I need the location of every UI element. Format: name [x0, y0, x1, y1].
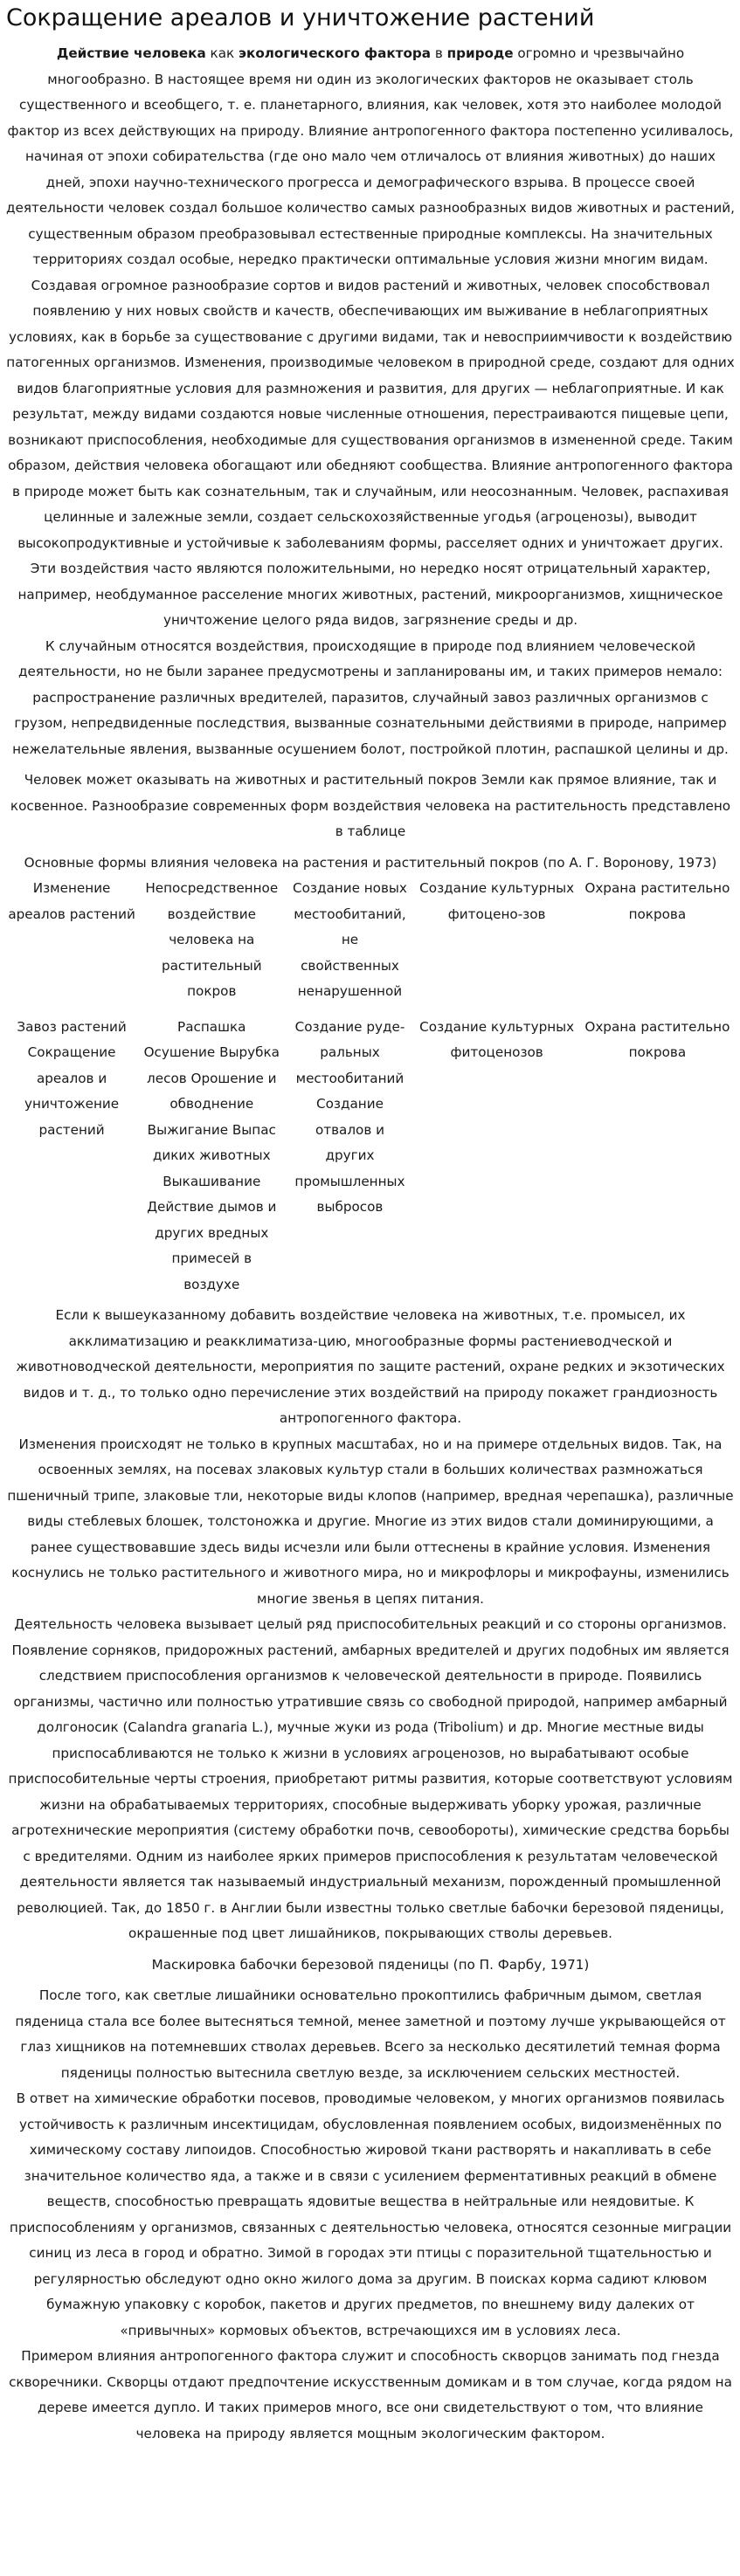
influence-forms-table [6, 876, 735, 1298]
cell-line: воздействие [167, 906, 256, 922]
cell-lines [8, 1015, 135, 1144]
intro-paragraph [6, 41, 735, 634]
table-cell [414, 876, 580, 1005]
cell-line: Создание [315, 1096, 384, 1112]
cell-line: Изменение [32, 880, 111, 896]
cell-line: Создание руде- [294, 1018, 405, 1035]
table-cell [580, 876, 735, 1005]
table-cell [414, 1005, 580, 1298]
cell-line: других [325, 1147, 375, 1163]
table-caption: Основные формы влияния человека на растения и растительный покров (по А. Г. Воронову, 1973) [24, 854, 717, 871]
cell-line: человека на [169, 932, 255, 947]
cell-line: фитоценозов [450, 1044, 543, 1060]
cell-line: Охрана растительно [584, 880, 730, 896]
table-cell [6, 1005, 137, 1298]
term-ecological-factor: экологического фактора [239, 45, 432, 61]
cell-lines [139, 876, 284, 1005]
cell-line: других вредных [155, 1224, 269, 1241]
starlings-paragraph: Примером влияния антропогенного фактора служит и способность скворцов занимать под гнезда скворечники. Скворцы отдают предпочтение искусственным домикам и в том случае, когда рядом на дереве имеется дупло. И таких примеров много, все они свидетельствуют о том, что влияние человека на природу является мощным экологическим фактором. [9, 2348, 732, 2442]
intro-connector-1: как [205, 45, 239, 61]
cell-line: Выкашивание [163, 1173, 261, 1189]
influence-paragraph: Человек может оказывать на животных и растительный покров Земли как прямое влияние, так и косвенное. Разнообразие современных форм воздействия человека на растительность представлено в таблице [10, 772, 731, 839]
cell-line: Выжигание Выпас [147, 1121, 276, 1138]
table-cell [286, 1005, 413, 1298]
cell-line: Создание культурных [419, 880, 575, 896]
cell-line: Создание новых [293, 880, 407, 896]
cell-line: местообитаний, [294, 906, 406, 922]
cell-line: Действие дымов и [147, 1199, 277, 1215]
cell-lines [582, 876, 733, 927]
cell-line: обводнение [169, 1096, 254, 1112]
cell-line: покров [187, 983, 237, 999]
table-header-row [6, 876, 735, 1005]
cell-line: покрова [628, 1044, 687, 1060]
cell-line: ареалов и [36, 1070, 107, 1086]
cell-line: Создание культурных [419, 1018, 575, 1035]
cell-line: ареалов растений [8, 906, 135, 922]
cell-line: диких животных [152, 1147, 271, 1163]
chemicals-paragraph: В ответ на химические обработки посевов, проводимые человеком, у многих организмов появилась устойчивость к различным инсектицидам, обусловленная появлением особых, видоизменённых по химическому составу липоидов. Способностью жировой ткани растворять и накапливать в себе значительное количество яда, а также и в связи с усилением ферментативных реакций в обмене веществ, способностью превращать ядовитые вещества в нейтральные или неядовитые. К приспособлениям у организмов, связанных с деятельностью человека, относятся сезонные миграции синиц из леса в город и обратно. Зимой в городах эти птицы с поразительной тщательностью и регулярностью обследуют одно окно жилого дома за другим. В поисках корма садиют клювом бумажную упаковку с коробок, пакетов и других предметов, по внешнему виду далеких от «привычных» кормовых объектов, встречающихся им в условиях леса. [9, 2090, 732, 2338]
cell-line: ненарушенной [297, 983, 403, 999]
soot-paragraph: После того, как светлые лишайники основательно прокоптились фабричным дымом, светлая пяденица стала все более вытесняться темной, менее заметной и поэтому лучше укрывающейся от глаз хищников на потемневших стволах деревьев. Всего за несколько десятилетий темная форма пяденицы полностью вытеснила светлую везде, за исключением сельских местностей. [15, 1987, 726, 2081]
table-cell [6, 876, 137, 1005]
cell-lines [416, 1015, 578, 1066]
cell-line: ральных [320, 1044, 380, 1060]
cell-lines [139, 1015, 284, 1298]
cell-line: отвалов и [315, 1121, 384, 1138]
cell-line: растительный [161, 957, 262, 974]
cell-line: свойственных [301, 957, 399, 974]
cell-line: лесов Орошение и [147, 1070, 277, 1086]
cell-line: промышленных [294, 1173, 405, 1189]
intro-connector-2: в [431, 45, 447, 61]
cell-line: выбросов [316, 1199, 384, 1215]
cell-line: растений [38, 1121, 105, 1138]
after-table-paragraph: Если к вышеуказанному добавить воздействие человека на животных, т.е. промысел, их акклиматизацию и реакклиматиза-цию, многообразные формы растениеводческой и животноводческой деятельности, мероприятия по защите растений, охране редких и экзотических видов и т. д., то только одно перечисление этих воздействий на природу покажет грандиозность антропогенного фактора. [16, 1307, 725, 1426]
table-cell [580, 1005, 735, 1298]
cell-lines [416, 876, 578, 927]
table-cell [137, 1005, 286, 1298]
adaptation-paragraph: Деятельность человека вызывает целый ряд приспособительных реакций и со стороны организмов. Появление сорняков, придорожных растений, амбарных вредителей и других подобных им является следствием приспособления организмов к человеческой деятельности в природе. Появились организмы, частично или полностью утратившие связь со свободной природой, например амбарный долгоносик (Calandra granaria L.), мучные жуки из рода (Tribolium) и др. Многие местные виды приспосабливаются не только к жизни в условиях агроценозов, но вырабатывают особые приспособительные черты строения, приобретают ритмы развития, которые соответствуют условиям жизни на обрабатываемых территориях, способные выдерживать уборку урожая, различные агротехнические мероприятия (систему обработки почв, севообороты), химические средства борьбы с вредителями. Одним из наиболее ярких примеров приспособления к результатам человеческой деятельности является так называемый индустриальный механизм, порожденный промышленной революцией. Так, до 1850 г. в Англии были известны только светлые бабочки березовой пяденицы, окрашенные под цвет лишайников, покрывающих стволы деревьев. [8, 1616, 733, 1941]
cell-line: фитоцено-зов [447, 906, 546, 922]
cell-line: Непосредственное [145, 880, 279, 896]
cell-line: Охрана растительно [584, 1018, 730, 1035]
cell-lines [582, 1015, 733, 1066]
cell-line: не [341, 932, 359, 947]
cell-lines [287, 876, 411, 1005]
changes-paragraph: Изменения происходят не только в крупных масштабах, но и на примере отдельных видов. Так, на освоенных землях, на посевах злаковых культур стали в больших количествах размножаться пшеничный трипе, злаковые тли, некоторые виды клопов (например, вредная черепашка), различные виды стеблевых блошек, толстоножка и другие. Многие из этих видов стали доминирующими, а ранее существовавшие здесь виды исчезли или были оттеснены в крайние условия. Изменения коснулись не только растительного и животного мира, но и микрофлоры и микрофауны, изменились многие звенья в цепях питания. [7, 1436, 734, 1607]
cell-line: воздухе [183, 1276, 240, 1292]
cell-line: примесей в [171, 1250, 252, 1266]
table-cell [286, 876, 413, 1005]
intro-body-text: огромно и чрезвычайно многообразно. В настоящее время ни один из экологических факторов не оказывает столь существенного и всеобщего, т. е. планетарного, влияния, как человек, хотя это наиболее молодой фактор из всех действующих на природу. Влияние антропогенного фактора постепенно усиливалось, начиная от эпохи собирательства (где оно мало чем отличалось от влияния животных) до наших дней, эпохи научно-технического прогресса и демографического взрыва. В процессе своей деятельности человек создал большое количество самых разнообразных видов животных и растений, существенным образом преобразовывал естественные природные комплексы. На значительных территориях создал особые, нередко практически оптимальные условия жизни многим видам. Создавая огромное разнообразие сортов и видов растений и животных, человек способствовал появлению у них новых свойств и качеств, обеспечивающих им выживание в неблагоприятных условиях, как в борьбе за существование с другими видами, так и невосприимчивости к воздействию патогенных организмов. Изменения, производимые человеком в природной среде, создают для одних видов благоприятные условия для размножения и развития, для других — неблагоприятные. И как результат, между видами создаются новые численные отношения, перестраиваются пищевые цепи, возникают приспособления, необходимые для существования организмов в измененной среде. Таким образом, действия человека обогащают или обедняют сообщества. Влияние антропогенного фактора в природе может быть как сознательным, так и случайным, или неосознанным. Человек, распахивая целинные и залежные земли, создает сельскохозяйственные угодья (агроценозы), выводит высокопродуктивные и устойчивые к заболеваниям формы, расселяет одних и уничтожает других. Эти воздействия часто являются положительными, но нередко носят отрицательный характер, например, необдуманное расселение многих животных, растений, микроорганизмов, хищническое уничтожение целого ряда видов, загрязнение среды и др. [6, 45, 735, 628]
cell-line: Осушение Вырубка [143, 1044, 280, 1060]
page-title: Сокращение ареалов и уничтожение растений [6, 4, 595, 31]
cell-line: покрова [628, 906, 687, 922]
cell-line: уничтожение [24, 1096, 120, 1112]
random-impacts-paragraph: К случайным относятся воздействия, происходящие в природе под влиянием человеческой деятельности, но не были заранее предусмотрены и запланированы им, и таких примеров немало: распространение различных вредителей, паразитов, случайный завоз различных организмов с грузом, непредвиденные последствия, вызванные сознательными действиями в природе, например нежелательные явления, вызванные осушением болот, постройкой плотин, распашкой целины и др. [12, 637, 729, 757]
table-cell [137, 876, 286, 1005]
figure-caption: Маскировка бабочки березовой пяденицы (по П. Фарбу, 1971) [151, 1956, 590, 1973]
cell-line: местообитаний [295, 1070, 405, 1086]
term-nature: природе [446, 45, 514, 61]
cell-line: Распашка [177, 1018, 246, 1035]
cell-lines [8, 876, 135, 927]
table-row [6, 1005, 735, 1298]
cell-lines [287, 1015, 411, 1221]
cell-line: Сокращение [27, 1044, 116, 1060]
term-human-action: Действие человека [56, 45, 206, 61]
cell-line: Завоз растений [17, 1018, 127, 1035]
